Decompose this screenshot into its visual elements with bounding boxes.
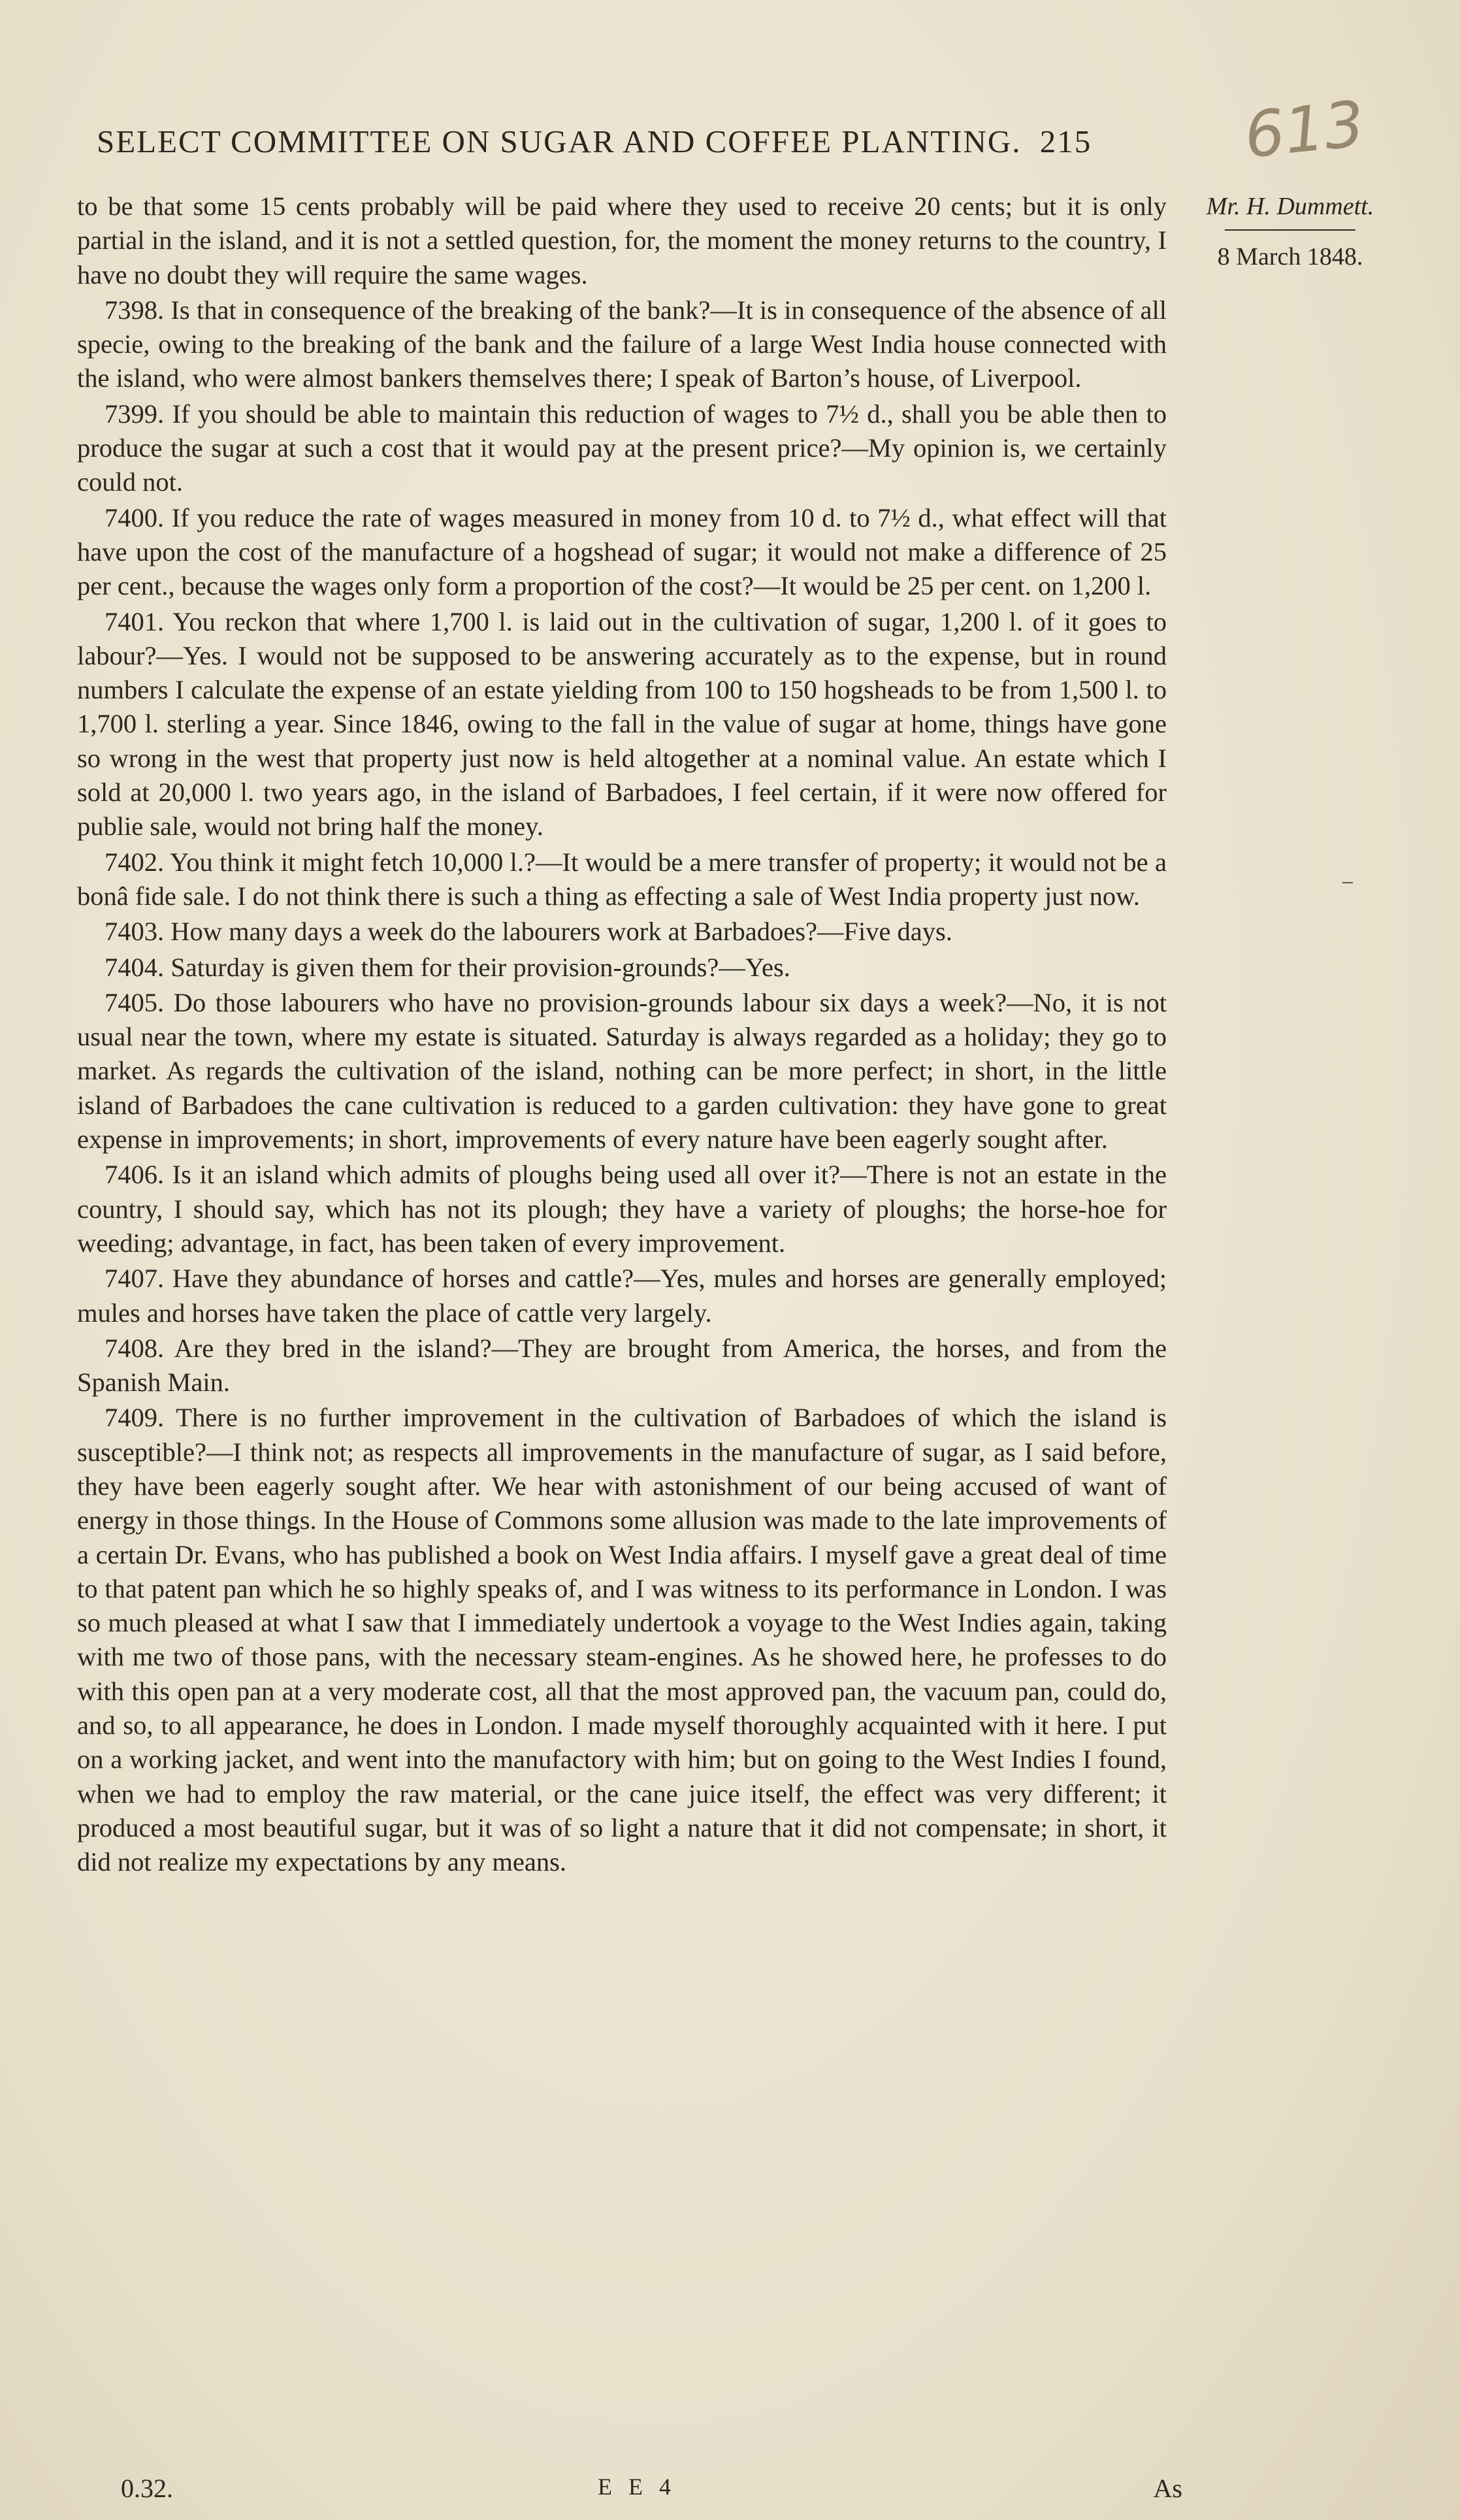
paragraph-7409: 7409. There is no further improvement in the cultivation of Barbadoes of which the island is susceptible?—I think not; as respects all improvements in the manufacture of sugar, as I said before, they have been eagerly sought after. We hear with astonishment of our being accused of want of energy in those things. In the House of Commons some allusion was made to the late improvements of a certain Dr. Evans, who has published a book on West India affairs. I myself gave a great deal of time to that patent pan which he so highly speaks of, and I was witness to its performance in London. I was so much pleased at what I saw that I immediately undertook a voyage to the West Indies again, taking with me two of those pans, with the necessary steam-engines. As he showed here, he professes to do with this open pan at a very moderate cost, all that the most approved pan, the vacuum pan, could do, and so, to all appearance, he does in London. I made myself thoroughly acquainted with it here. I put on a working jacket, and went into the manufactory with him; but on going to the West Indies I found, when we had to employ the raw material, or the cane juice itself, the effect was very different; it produced a most beautiful sugar, but it was of so light a nature that it did not compensate; in short, it did not realize my expectations by any means.	[77, 1403, 1167, 1877]
witness-name: Mr. H. Dummett.	[1206, 193, 1374, 220]
running-header	[97, 123, 1168, 160]
paragraph-7398: 7398. Is that in consequence of the breaking of the bank?—It is in consequence of the absence of all specie, owing to the breaking of the bank and the failure of a large West India house connected with the island, who were almost bankers themselves there; I speak of Barton’s house, of Liverpool.	[77, 295, 1167, 393]
paragraph-7408: 7408. Are they bred in the island?—They are brought from America, the horses, and from the Spanish Main.	[77, 1333, 1167, 1398]
page-number: 215	[1039, 123, 1092, 159]
margin-mark	[1342, 882, 1353, 883]
header-title: SELECT COMMITTEE ON SUGAR AND COFFEE PLANTING.	[97, 123, 1022, 159]
paragraph-7404: 7404. Saturday is given them for their provision-grounds?—Yes.	[105, 952, 790, 982]
paragraph-continuation: to be that some 15 cents probably will be paid where they used to receive 20 cents; but it is only partial in the island, and it is not a settled question, for, the moment the money returns to the country, I have no doubt they will require the same wages.	[77, 191, 1167, 289]
margin-rule	[1225, 229, 1355, 231]
paragraph-7400: 7400. If you reduce the rate of wages measured in money from 10 d. to 7½ d., what effect will that have upon the cost of the manufacture of a hogshead of sugar; it would not make a difference of 25 per cent., because the wages only form a proportion of the cost?—It would be 25 per cent. on 1,200 l.	[77, 502, 1167, 601]
paragraph-7401: 7401. You reckon that where 1,700 l. is laid out in the cultivation of sugar, 1,200 l. of it goes to labour?—Yes. I would not be supposed to be answering accurately as to the expense, but in round numbers I calculate the expense of an estate yielding from 100 to 150 hogsheads to be from 1,500 l. to 1,700 l. sterling a year. Since 1846, owing to the fall in the value of sugar at home, things have gone so wrong in the west that property just now is held altogether at a nominal value. An estate which I sold at 20,000 l. two years ago, in the island of Barbadoes, I feel certain, if it were now offered for publie sale, would not bring half the money.	[77, 606, 1167, 842]
paragraph-7403: 7403. How many days a week do the labourers work at Barbadoes?—Five days.	[105, 917, 952, 947]
footer-signature-mark: E E 4	[598, 2474, 676, 2500]
footer-catchword: As	[1153, 2474, 1182, 2503]
paragraph-7402: 7402. You think it might fetch 10,000 l.?—It would be a mere transfer of property; it would not be a bonâ fide sale. I do not think there is such a thing as effecting a sale of West India property just now.	[77, 847, 1167, 911]
testimony-text	[77, 189, 1167, 1881]
paragraph-7407: 7407. Have they abundance of horses and cattle?—Yes, mules and horses are generally employed; mules and horses have taken the place of cattle very largely.	[77, 1264, 1167, 1328]
paragraph-7405: 7405. Do those labourers who have no provision-grounds labour six days a week?—No, it is not usual near the town, where my estate is situated. Saturday is always regarded as a holiday; they go to market. As regards the cultivation of the island, nothing can be more perfect; in short, in the little island of Barbadoes the cane cultivation is reduced to a garden cultivation: they have gone to great expense in improvements; in short, improvements of every nature have been eagerly sought after.	[77, 987, 1167, 1154]
page-footer	[121, 2473, 1182, 2512]
handwritten-folio-number: 613	[1241, 87, 1368, 172]
paragraph-7406: 7406. Is it an island which admits of ploughs being used all over it?—There is not an estate in the country, I should say, which has not its plough; they have a variety of ploughs; the horse-hoe for weeding; advantage, in fact, has been taken of every improvement.	[77, 1160, 1167, 1258]
margin-note	[1182, 189, 1398, 274]
paragraph-7399: 7399. If you should be able to maintain this reduction of wages to 7½ d., shall you be able then to produce the sugar at such a cost that it would pay at the present price?—My opinion is, we certainly could not.	[77, 399, 1167, 497]
testimony-date: 8 March 1848.	[1217, 243, 1363, 271]
footer-session-number: 0.32.	[121, 2474, 173, 2503]
